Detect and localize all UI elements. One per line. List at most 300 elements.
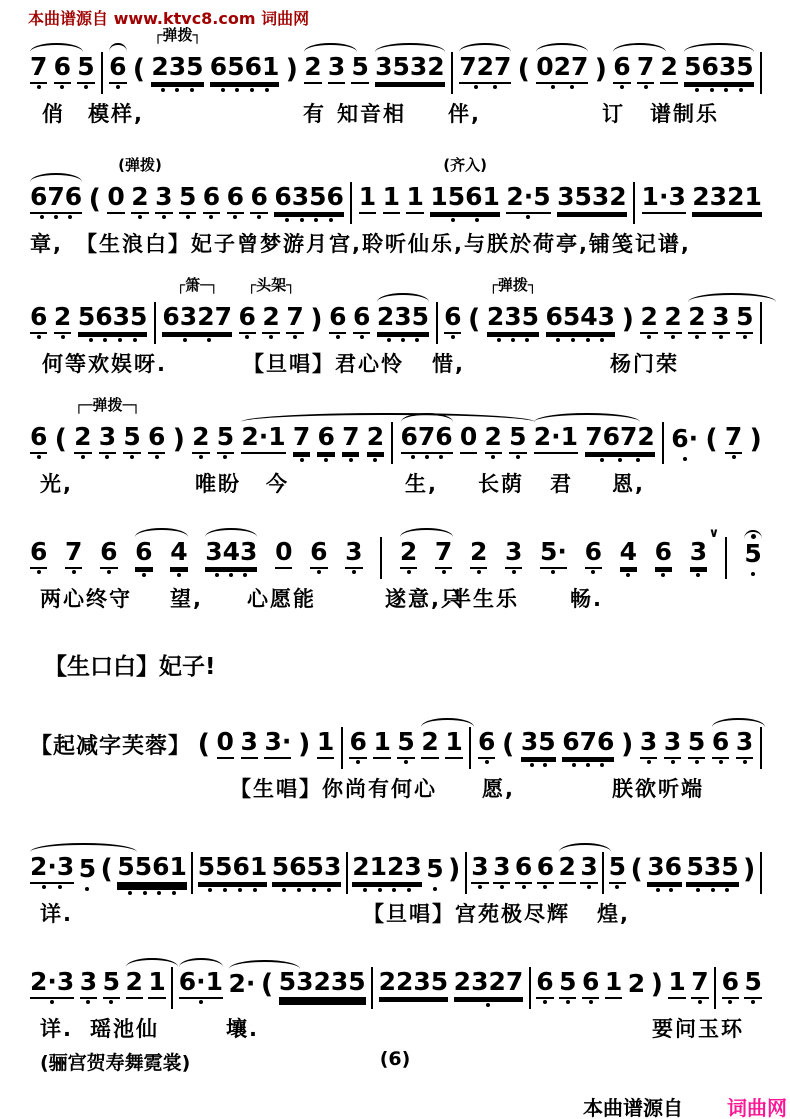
fermata-dot — [751, 534, 756, 539]
note-token: 1 — [359, 183, 376, 214]
octave-dots — [559, 1000, 576, 1004]
notation-row — [30, 967, 762, 999]
octave-dot — [525, 338, 529, 342]
octave-dots — [487, 338, 539, 342]
octave-dots — [286, 335, 303, 339]
octave-dot — [175, 88, 179, 92]
lyric-text: 君 — [550, 472, 573, 496]
note-token: 2321 — [692, 183, 762, 214]
octave-dots — [79, 887, 96, 891]
octave-dot — [143, 891, 147, 895]
note-token: 6 — [310, 538, 327, 569]
note-token: 2 — [74, 423, 91, 454]
note-token: 3 — [580, 853, 597, 884]
octave-dot — [551, 85, 555, 89]
octave-dot — [103, 338, 107, 342]
octave-dot — [349, 458, 353, 462]
octave-dots — [198, 888, 268, 892]
octave-dots — [647, 888, 682, 892]
octave-dots — [179, 215, 196, 219]
octave-dots — [688, 335, 705, 339]
octave-dot — [571, 338, 575, 342]
note-token: 6 — [655, 538, 672, 569]
octave-dot — [522, 885, 526, 889]
octave-dot — [199, 455, 203, 459]
lyric-text: 要问玉环 — [652, 1017, 744, 1041]
octave-dots — [613, 85, 630, 89]
barline — [714, 967, 716, 1009]
octave-dot — [451, 218, 455, 222]
note-token: 6· — [671, 425, 698, 454]
octave-dots — [471, 885, 488, 889]
lyric-text: 章, — [30, 232, 63, 256]
note-token: 5 — [744, 968, 761, 999]
note-token: 2 — [664, 303, 681, 334]
parenthesis: ) — [448, 853, 461, 885]
note-token: 2 (弹拨) — [131, 183, 148, 214]
barline — [602, 852, 604, 894]
octave-dot — [556, 338, 560, 342]
note-token: 2 — [485, 423, 502, 454]
parenthesis: ( — [100, 853, 113, 885]
octave-dots — [227, 215, 244, 219]
octave-dots — [536, 1000, 553, 1004]
note-token: 1 — [373, 728, 390, 759]
octave-dot — [363, 888, 367, 892]
note-token: 6543 — [546, 303, 616, 334]
note-token: 6 — [349, 728, 366, 759]
octave-dot — [543, 1000, 547, 1004]
lyrics-row — [30, 1013, 762, 1041]
octave-dots — [30, 85, 47, 89]
note-token: 5 — [217, 423, 234, 454]
octave-dots — [272, 888, 342, 892]
note-token: 2 — [126, 968, 143, 999]
note-token: 3 — [80, 968, 97, 999]
lyric-text: 愿, — [482, 777, 515, 801]
octave-dots — [310, 570, 327, 574]
lyric-text: 瑶池仙 — [90, 1017, 159, 1041]
octave-dot — [587, 885, 591, 889]
octave-dots — [293, 458, 310, 462]
octave-dot — [516, 455, 520, 459]
octave-dot — [162, 215, 166, 219]
octave-dot — [265, 88, 269, 92]
notation-row — [30, 396, 762, 455]
note-token: 6 — [54, 53, 71, 84]
octave-dot — [116, 85, 120, 89]
octave-dots — [345, 570, 362, 574]
octave-dot — [669, 888, 673, 892]
note-token: 5 — [351, 53, 368, 84]
note-token: 3 — [640, 728, 657, 759]
octave-dot — [84, 85, 88, 89]
octave-dot — [250, 88, 254, 92]
note-token: 2327 — [454, 968, 524, 999]
octave-dots — [262, 335, 279, 339]
octave-dot — [647, 335, 651, 339]
note-token: 6 — [317, 423, 334, 454]
octave-dot — [512, 570, 516, 574]
lyric-text: 心愿能 — [247, 587, 316, 611]
slur-arc — [400, 528, 453, 537]
octave-dot — [401, 338, 405, 342]
note-token: 7 — [691, 968, 708, 999]
note-token: 3 — [471, 853, 488, 884]
octave-dots — [582, 1000, 599, 1004]
octave-dots — [712, 760, 729, 764]
octave-dots — [505, 570, 522, 574]
octave-dots — [485, 455, 502, 459]
note-token: 727 — [459, 53, 511, 84]
note-token: 2 — [400, 538, 417, 569]
octave-dots — [65, 570, 82, 574]
note-token: 6 — [100, 538, 117, 569]
note-token: 6327 ┌箫─┐ — [162, 303, 232, 334]
note-token: 6 — [537, 853, 554, 884]
octave-dots — [192, 455, 209, 459]
slur-arc — [421, 718, 474, 727]
octave-dot — [243, 573, 247, 577]
octave-dots — [100, 570, 117, 574]
slur-arc — [377, 293, 429, 302]
octave-dots — [109, 85, 126, 89]
lyrics-row — [30, 98, 762, 126]
octave-dot — [138, 215, 142, 219]
barline — [101, 52, 103, 94]
octave-dots — [580, 885, 597, 889]
lyric-text: 杨门荣 — [610, 352, 679, 376]
octave-dots — [54, 85, 71, 89]
note-token: 3 — [736, 728, 753, 759]
octave-dot — [324, 458, 328, 462]
octave-dots — [736, 335, 753, 339]
octave-dots — [353, 335, 370, 339]
octave-dot — [526, 215, 530, 219]
note-token: 235 — [377, 303, 429, 334]
octave-dot — [404, 760, 408, 764]
note-token: 7 — [30, 53, 47, 84]
lyrics-row — [30, 348, 762, 376]
octave-dots — [205, 573, 257, 577]
octave-dot — [415, 338, 419, 342]
note-token: 1 — [406, 183, 423, 214]
note-token: 6 — [444, 303, 461, 334]
octave-dot — [329, 218, 333, 222]
octave-dots — [690, 573, 707, 577]
note-token: 1·3 — [642, 183, 686, 214]
music-system-7 — [30, 852, 762, 926]
lyric-text: 遂意,只 — [385, 587, 464, 611]
octave-dot — [671, 335, 675, 339]
octave-dot — [314, 218, 318, 222]
octave-dots — [135, 573, 152, 577]
octave-dot — [128, 891, 132, 895]
octave-dot — [392, 888, 396, 892]
note-token: 3532 — [557, 183, 627, 214]
octave-dots — [430, 218, 500, 222]
breath-mark: ∨ — [708, 526, 720, 542]
octave-dots — [620, 573, 637, 577]
source-credit-top: 本曲谱源自 www.ktvc8.com 词曲网 — [28, 9, 310, 28]
note-token: 6 — [712, 728, 729, 759]
octave-dot — [105, 455, 109, 459]
instrument-annotation: (齐入) — [443, 156, 487, 174]
note-token: 7 — [435, 538, 452, 569]
slur-arc — [179, 958, 223, 967]
octave-dot — [493, 85, 497, 89]
octave-dot — [572, 763, 576, 767]
octave-dot — [199, 1000, 203, 1004]
octave-dot — [724, 88, 728, 92]
lyric-text: 光, — [40, 472, 73, 496]
note-token: 35 — [521, 728, 556, 759]
octave-dot — [710, 88, 714, 92]
octave-dot — [233, 215, 237, 219]
slur-arc — [613, 43, 666, 52]
note-token: 5 — [79, 855, 96, 884]
slur-arc — [135, 528, 188, 537]
barline — [350, 182, 352, 224]
octave-dot — [600, 763, 604, 767]
octave-dot — [215, 573, 219, 577]
octave-dots — [744, 572, 761, 576]
octave-dot — [620, 85, 624, 89]
lyric-text: 详. — [40, 902, 73, 926]
octave-dots — [74, 455, 91, 459]
octave-dot — [209, 215, 213, 219]
note-token: 1 — [383, 183, 400, 214]
note-token: 6 — [239, 303, 256, 334]
barline — [346, 852, 348, 894]
spoken-dialogue-line: 【生口白】妃子! — [44, 654, 216, 680]
lyric-text: 谱制乐 — [650, 102, 719, 126]
note-token: 6 — [203, 183, 220, 214]
octave-dot — [551, 570, 555, 574]
octave-dot — [161, 88, 165, 92]
octave-dot — [257, 215, 261, 219]
note-token: 2·1 — [534, 423, 578, 454]
octave-dot — [511, 338, 515, 342]
note-token: 7 — [342, 423, 359, 454]
barline — [760, 302, 762, 344]
octave-dot — [269, 335, 273, 339]
note-token: 2 — [470, 538, 487, 569]
slur-arc — [375, 43, 445, 52]
octave-dots — [684, 88, 754, 92]
octave-dot — [425, 455, 429, 459]
parenthesis: ( — [197, 728, 210, 760]
note-token: 2 — [421, 728, 438, 759]
slur-arc — [536, 43, 588, 52]
slur-arc — [30, 173, 82, 182]
octave-dot — [207, 338, 211, 342]
octave-dot — [543, 885, 547, 889]
instrument-annotation: ┌─弹拨─┐ — [74, 396, 141, 414]
note-token: 1 — [605, 968, 622, 999]
octave-dot — [352, 570, 356, 574]
note-token: 2 — [559, 853, 576, 884]
octave-dot — [186, 215, 190, 219]
octave-dot — [407, 570, 411, 574]
octave-dot — [433, 887, 437, 891]
octave-dots — [640, 760, 657, 764]
note-token: 7 — [286, 303, 303, 334]
lyrics-row — [30, 228, 762, 256]
octave-dots — [401, 455, 453, 459]
octave-dot — [373, 458, 377, 462]
octave-dot — [719, 335, 723, 339]
lyric-text: 订 — [602, 102, 625, 126]
barline — [436, 302, 438, 344]
octave-dot — [190, 88, 194, 92]
octave-dots — [470, 570, 487, 574]
note-token: 7672 — [585, 423, 655, 454]
octave-dot — [155, 455, 159, 459]
note-token: 7 — [725, 423, 742, 454]
octave-dot — [58, 885, 62, 889]
octave-dots — [688, 760, 705, 764]
octave-dots — [397, 760, 414, 764]
octave-dots — [30, 335, 47, 339]
lyric-text: 【生浪白】妃子曾梦游月宫,聆听仙乐,与朕於荷亭,铺笺记谱, — [76, 232, 691, 256]
section-label: 【起减字芙蓉】 — [30, 733, 192, 759]
instrument-annotation: (弹拨) — [118, 156, 162, 174]
note-token: 676 — [401, 423, 453, 454]
octave-dots — [329, 335, 346, 339]
note-token: 6 — [135, 538, 152, 569]
octave-dot — [636, 458, 640, 462]
octave-dot — [600, 458, 604, 462]
octave-dot — [486, 1003, 490, 1007]
octave-dots — [30, 570, 47, 574]
note-token: 2·5 — [506, 183, 550, 214]
note-token: 5 — [426, 855, 443, 884]
octave-dots — [691, 1000, 708, 1004]
slur-arc — [30, 843, 137, 852]
lyric-text: 煌, — [597, 902, 630, 926]
note-token: 2· — [229, 970, 256, 999]
music-system-1 — [30, 26, 762, 126]
notation-row — [30, 26, 762, 85]
note-token: 2 — [54, 303, 71, 334]
octave-dots — [435, 570, 452, 574]
octave-dots — [30, 1000, 74, 1004]
music-system-8 — [30, 967, 762, 1041]
octave-dot — [439, 455, 443, 459]
note-token: 5 — [736, 303, 753, 334]
note-token: 1 — [445, 728, 462, 759]
octave-dot — [317, 570, 321, 574]
barline — [633, 182, 635, 224]
octave-dot — [109, 1000, 113, 1004]
note-token: 2 — [688, 303, 705, 334]
octave-dot — [739, 88, 743, 92]
note-token: 7 — [637, 53, 654, 84]
note-token: 3 ∨ — [690, 538, 707, 569]
lyric-text: 两心终守 — [40, 587, 132, 611]
octave-dots — [493, 885, 510, 889]
note-token: 1 — [148, 968, 165, 999]
octave-dot — [530, 763, 534, 767]
octave-dot — [223, 455, 227, 459]
note-token: 0 — [107, 183, 124, 214]
octave-dot — [40, 215, 44, 219]
octave-dot — [54, 215, 58, 219]
parenthesis: ) — [743, 853, 756, 885]
octave-dots — [637, 85, 654, 89]
lyric-text: 朕欲听端 — [612, 777, 704, 801]
note-token: 3532 — [375, 53, 445, 84]
octave-dot — [72, 570, 76, 574]
octave-dots — [203, 215, 220, 219]
note-token: 3 — [241, 728, 258, 759]
lyric-text: 畅. — [570, 587, 603, 611]
octave-dot — [719, 760, 723, 764]
octave-dot — [300, 458, 304, 462]
octave-dot — [223, 888, 227, 892]
note-token: 5561 — [198, 853, 268, 884]
octave-dot — [566, 1000, 570, 1004]
parenthesis: ( — [517, 53, 530, 85]
octave-dot — [37, 455, 41, 459]
octave-dot — [586, 338, 590, 342]
octave-dots — [117, 891, 187, 895]
note-token: 0 — [460, 423, 477, 454]
parenthesis: ) — [310, 303, 323, 335]
slur-arc — [304, 43, 357, 52]
notation-row — [30, 276, 762, 335]
octave-dot — [37, 570, 41, 574]
note-token: 2 — [627, 969, 646, 999]
notation-row — [30, 156, 762, 215]
octave-dot — [229, 573, 233, 577]
octave-dots — [585, 570, 602, 574]
parenthesis: ) — [621, 728, 634, 760]
parenthesis: ( — [132, 53, 146, 85]
note-token: 2·3 — [30, 853, 74, 884]
octave-dot — [411, 455, 415, 459]
lyric-text: 【旦唱】宫苑极尽辉 — [363, 902, 570, 926]
octave-dots — [30, 455, 47, 459]
octave-dots — [274, 218, 344, 222]
note-token: 5635 — [684, 53, 754, 84]
octave-dots — [562, 763, 614, 767]
barline — [380, 537, 382, 579]
octave-dot — [61, 335, 65, 339]
lyric-text: 壤. — [226, 1017, 259, 1041]
octave-dot — [172, 891, 176, 895]
octave-dot — [360, 335, 364, 339]
slur-arc — [534, 413, 641, 422]
parenthesis: ) — [172, 423, 185, 455]
note-token: 6 — [250, 183, 267, 214]
octave-dots — [722, 1000, 739, 1004]
octave-dots — [54, 335, 71, 339]
octave-dots — [686, 888, 738, 892]
note-token: 6561 — [210, 53, 280, 84]
slur-arc — [401, 413, 453, 422]
octave-dots — [744, 1000, 761, 1004]
note-token: 5561 — [117, 853, 187, 884]
octave-dots — [454, 1003, 524, 1007]
note-token: 6 — [227, 183, 244, 214]
slur-arc — [459, 43, 511, 52]
parenthesis: ) — [594, 53, 607, 85]
octave-dot — [37, 335, 41, 339]
lyric-text: 知音相 — [337, 102, 406, 126]
lyric-text: 望, — [170, 587, 203, 611]
